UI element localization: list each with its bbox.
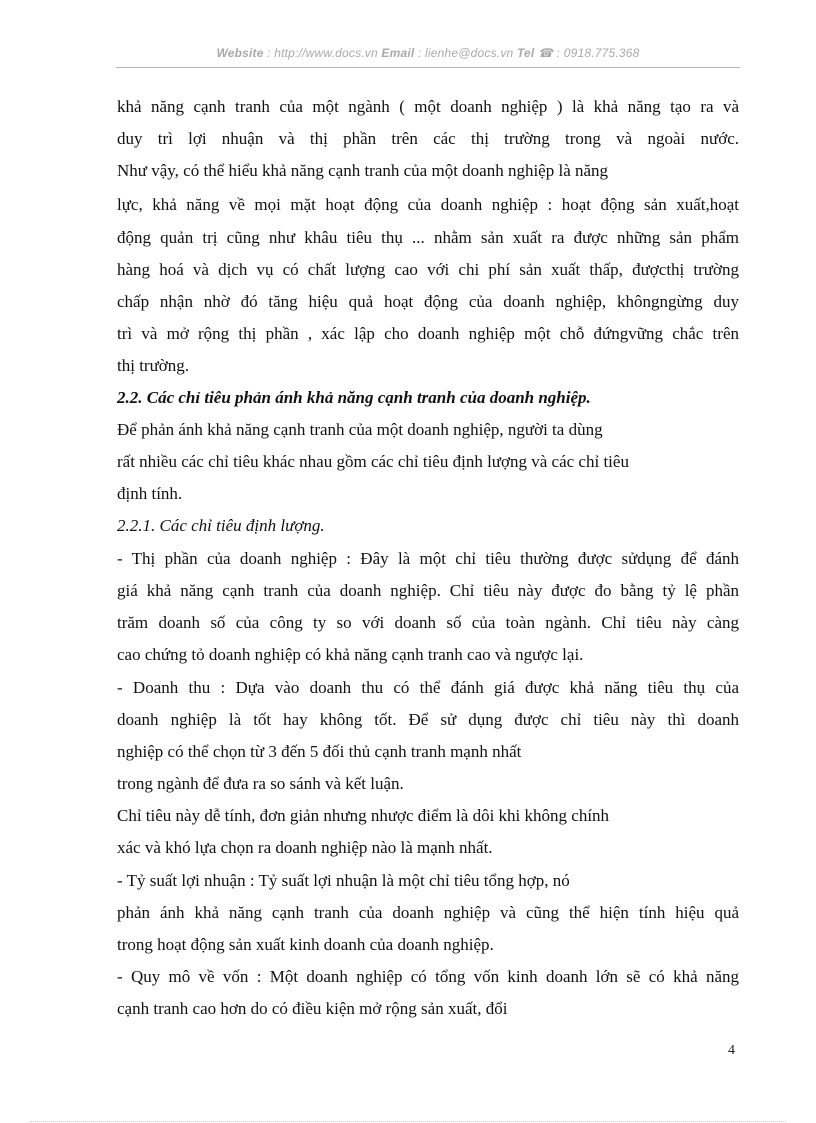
email-value: : lienhe@docs.vn bbox=[414, 46, 517, 60]
page-number: 4 bbox=[728, 1043, 735, 1058]
body-line: động quản trị cũng như khâu tiêu thụ ... nhằm sản xuất ra được những sản phẩm bbox=[117, 228, 739, 247]
website-label: Website bbox=[216, 46, 264, 60]
body-line: trì và mở rộng thị phần , xác lập cho doanh nghiệp một chỗ đứngvững chắc trên bbox=[117, 324, 739, 343]
section-heading: 2.2. Các chỉ tiêu phản ánh khả năng cạnh tranh của doanh nghiệp. bbox=[117, 388, 591, 407]
body-line: chấp nhận nhờ đó tăng hiệu quả hoạt động của doanh nghiệp, khôngngừng duy bbox=[117, 292, 739, 311]
body-line: trong ngành để đưa ra so sánh và kết luận. bbox=[117, 774, 404, 793]
body-line: hàng hoá và dịch vụ có chất lượng cao với chi phí sản xuất thấp, đượcthị trường bbox=[117, 260, 739, 279]
body-line: xác và khó lựa chọn ra doanh nghiệp nào là mạnh nhất. bbox=[117, 838, 493, 857]
body-line: Như vậy, có thể hiểu khả năng cạnh tranh của một doanh nghiệp là năng bbox=[117, 161, 609, 180]
body-line: - Doanh thu : Dựa vào doanh thu có thể đánh giá được khả năng tiêu thụ của bbox=[117, 678, 739, 697]
body-line: - Quy mô về vốn : Một doanh nghiệp có tổng vốn kinh doanh lớn sẽ có khả năng bbox=[117, 967, 739, 986]
body-line: phản ánh khả năng cạnh tranh của doanh nghiệp và cũng thể hiện tính hiệu quả bbox=[117, 903, 739, 922]
header-divider bbox=[116, 67, 740, 68]
body-line: thị trường. bbox=[117, 356, 190, 375]
body-line: Chỉ tiêu này dễ tính, đơn giản nhưng nhược điểm là dôi khi không chính bbox=[117, 806, 610, 825]
body-line: cạnh tranh cao hơn do có điều kiện mở rộng sản xuất, đổi bbox=[117, 999, 508, 1018]
body-line: doanh nghiệp là tốt hay không tốt. Để sử dụng được chỉ tiêu này thì doanh bbox=[117, 710, 739, 729]
body-line: nghiệp có thể chọn từ 3 đến 5 đối thủ cạnh tranh mạnh nhất bbox=[117, 742, 522, 761]
body-line: duy trì lợi nhuận và thị phần trên các thị trường trong và ngoài nước. bbox=[117, 129, 739, 148]
website-value: : http://www.docs.vn bbox=[263, 46, 382, 60]
tel-value: ☎ : 0918.775.368 bbox=[534, 46, 640, 60]
page-header bbox=[116, 46, 740, 60]
body-line: lực, khả năng về mọi mặt hoạt động của doanh nghiệp : hoạt động sản xuất,hoạt bbox=[117, 195, 739, 214]
subsection-heading: 2.2.1. Các chỉ tiêu định lượng. bbox=[117, 516, 325, 535]
email-label: Email bbox=[381, 46, 415, 60]
body-line: Để phản ánh khả năng cạnh tranh của một doanh nghiệp, người ta dùng bbox=[117, 420, 603, 439]
body-line: trong hoạt động sản xuất kinh doanh của doanh nghiệp. bbox=[117, 935, 494, 954]
body-line: rất nhiều các chỉ tiêu khác nhau gồm các chỉ tiêu định lượng và các chỉ tiêu bbox=[117, 452, 629, 471]
body-line: định tính. bbox=[117, 484, 183, 503]
body-line: cao chứng tỏ doanh nghiệp có khả năng cạnh tranh cao và ngược lại. bbox=[117, 645, 584, 664]
body-line: giá khả năng cạnh tranh của doanh nghiệp. Chỉ tiêu này được đo bằng tỷ lệ phần bbox=[117, 581, 739, 600]
body-line: trăm doanh số của công ty so với doanh số của toàn ngành. Chỉ tiêu này càng bbox=[117, 613, 739, 632]
tel-label: Tel bbox=[516, 46, 535, 60]
page-bottom-border bbox=[30, 1121, 786, 1122]
body-line: khả năng cạnh tranh của một ngành ( một doanh nghiệp ) là khả năng tạo ra và bbox=[117, 97, 739, 116]
body-line: - Thị phần của doanh nghiệp : Đây là một chỉ tiêu thường được sửdụng để đánh bbox=[117, 549, 739, 568]
body-line: - Tỷ suất lợi nhuận : Tỷ suất lợi nhuận là một chỉ tiêu tổng hợp, nó bbox=[117, 871, 570, 890]
